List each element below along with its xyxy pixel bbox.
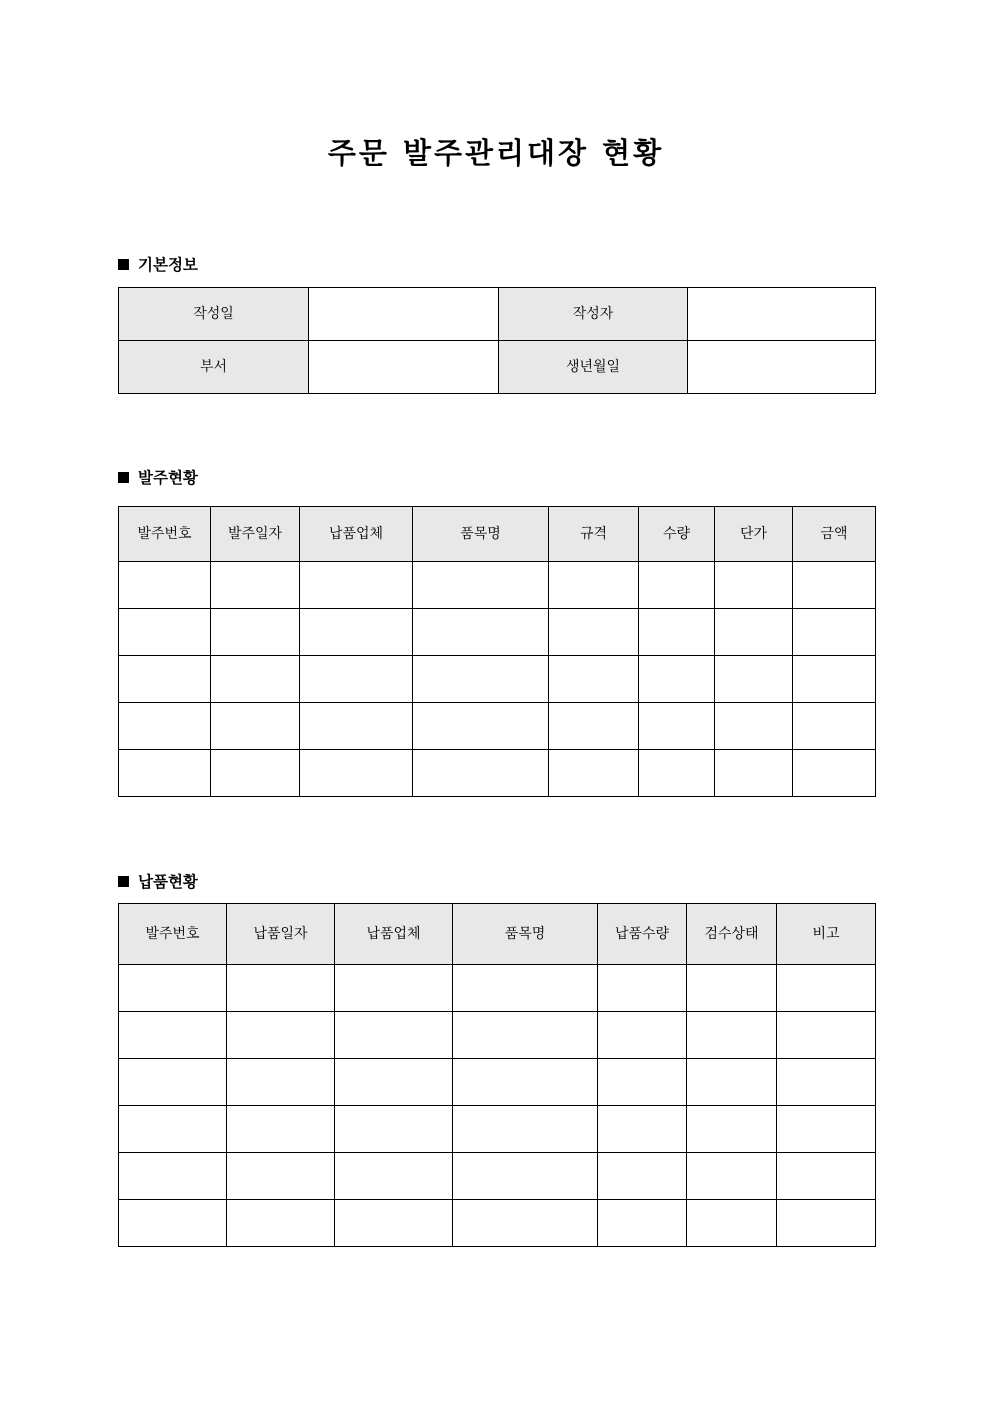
delivery-cell[interactable] <box>453 965 598 1012</box>
section-heading-delivery-status-label: 납품현황 <box>138 873 198 891</box>
basic-value-created-date[interactable] <box>309 288 499 341</box>
order-cell[interactable] <box>119 562 211 609</box>
table-row <box>119 1153 876 1200</box>
basic-label-created-date: 작성일 <box>119 288 309 341</box>
order-cell[interactable] <box>211 656 300 703</box>
delivery-cell[interactable] <box>598 1059 687 1106</box>
delivery-cell[interactable] <box>119 1153 227 1200</box>
order-cell[interactable] <box>793 656 876 703</box>
delivery-cell[interactable] <box>119 965 227 1012</box>
table-row <box>119 609 876 656</box>
delivery-cell[interactable] <box>453 1059 598 1106</box>
order-cell[interactable] <box>119 703 211 750</box>
delivery-col-inspection: 검수상태 <box>687 904 777 965</box>
order-cell[interactable] <box>413 656 549 703</box>
basic-label-department: 부서 <box>119 341 309 394</box>
order-cell[interactable] <box>549 656 639 703</box>
delivery-cell[interactable] <box>227 1059 335 1106</box>
delivery-cell[interactable] <box>598 1012 687 1059</box>
square-bullet-icon <box>118 259 129 270</box>
table-row <box>119 1012 876 1059</box>
delivery-cell[interactable] <box>335 1200 453 1247</box>
table-header-row <box>119 507 876 562</box>
delivery-status-table <box>118 903 876 1247</box>
order-cell[interactable] <box>211 750 300 797</box>
order-cell[interactable] <box>715 703 793 750</box>
table-row <box>119 703 876 750</box>
delivery-cell[interactable] <box>119 1200 227 1247</box>
order-cell[interactable] <box>211 609 300 656</box>
order-cell[interactable] <box>793 609 876 656</box>
delivery-cell[interactable] <box>453 1153 598 1200</box>
table-row <box>119 1059 876 1106</box>
table-row <box>119 1200 876 1247</box>
delivery-cell[interactable] <box>453 1106 598 1153</box>
order-cell[interactable] <box>300 562 413 609</box>
delivery-cell[interactable] <box>119 1106 227 1153</box>
order-cell[interactable] <box>715 750 793 797</box>
order-cell[interactable] <box>715 609 793 656</box>
delivery-cell[interactable] <box>687 1153 777 1200</box>
delivery-cell[interactable] <box>687 1200 777 1247</box>
order-cell[interactable] <box>300 703 413 750</box>
delivery-cell[interactable] <box>335 1153 453 1200</box>
order-cell[interactable] <box>715 656 793 703</box>
order-col-item-name: 품목명 <box>413 507 549 562</box>
delivery-cell[interactable] <box>687 1012 777 1059</box>
order-col-quantity: 수량 <box>639 507 715 562</box>
table-row <box>119 1106 876 1153</box>
table-row <box>119 288 876 341</box>
order-col-supplier: 납품업체 <box>300 507 413 562</box>
order-cell[interactable] <box>211 703 300 750</box>
table-row <box>119 562 876 609</box>
section-heading-basic-info <box>118 253 198 275</box>
order-col-amount: 금액 <box>793 507 876 562</box>
delivery-cell[interactable] <box>777 1153 876 1200</box>
delivery-cell[interactable] <box>598 1153 687 1200</box>
delivery-cell[interactable] <box>777 1012 876 1059</box>
delivery-col-delivery-qty: 납품수량 <box>598 904 687 965</box>
order-status-table <box>118 506 876 797</box>
order-cell[interactable] <box>549 609 639 656</box>
delivery-cell[interactable] <box>453 1200 598 1247</box>
delivery-col-order-no: 발주번호 <box>119 904 227 965</box>
order-cell[interactable] <box>549 562 639 609</box>
table-row <box>119 965 876 1012</box>
order-cell[interactable] <box>639 656 715 703</box>
order-cell[interactable] <box>549 750 639 797</box>
delivery-cell[interactable] <box>227 1200 335 1247</box>
delivery-col-supplier: 납품업체 <box>335 904 453 965</box>
delivery-cell[interactable] <box>598 1200 687 1247</box>
order-cell[interactable] <box>639 750 715 797</box>
delivery-cell[interactable] <box>598 1106 687 1153</box>
order-col-order-date: 발주일자 <box>211 507 300 562</box>
delivery-cell[interactable] <box>777 1200 876 1247</box>
delivery-cell[interactable] <box>335 1059 453 1106</box>
table-row <box>119 341 876 394</box>
delivery-cell[interactable] <box>777 965 876 1012</box>
delivery-cell[interactable] <box>777 1106 876 1153</box>
order-cell[interactable] <box>639 609 715 656</box>
order-cell[interactable] <box>413 703 549 750</box>
delivery-cell[interactable] <box>687 965 777 1012</box>
order-col-order-no: 발주번호 <box>119 507 211 562</box>
delivery-cell[interactable] <box>119 1059 227 1106</box>
order-cell[interactable] <box>413 750 549 797</box>
section-heading-basic-info-label: 기본정보 <box>138 256 198 274</box>
order-col-spec: 규격 <box>549 507 639 562</box>
order-cell[interactable] <box>119 609 211 656</box>
table-header-row <box>119 904 876 965</box>
order-cell[interactable] <box>639 703 715 750</box>
order-cell[interactable] <box>793 750 876 797</box>
order-cell[interactable] <box>639 562 715 609</box>
square-bullet-icon <box>118 876 129 887</box>
order-cell[interactable] <box>793 703 876 750</box>
order-cell[interactable] <box>413 562 549 609</box>
order-col-unit-price: 단가 <box>715 507 793 562</box>
basic-value-author[interactable] <box>688 288 876 341</box>
square-bullet-icon <box>118 472 129 483</box>
delivery-col-remarks: 비고 <box>777 904 876 965</box>
delivery-cell[interactable] <box>227 1106 335 1153</box>
order-cell[interactable] <box>119 750 211 797</box>
table-row <box>119 750 876 797</box>
section-heading-order-status <box>118 466 198 488</box>
order-cell[interactable] <box>549 703 639 750</box>
order-cell[interactable] <box>413 609 549 656</box>
delivery-col-item-name: 품목명 <box>453 904 598 965</box>
order-cell[interactable] <box>300 609 413 656</box>
order-cell[interactable] <box>119 656 211 703</box>
delivery-cell[interactable] <box>335 965 453 1012</box>
order-cell[interactable] <box>715 562 793 609</box>
delivery-cell[interactable] <box>687 1059 777 1106</box>
table-row <box>119 656 876 703</box>
basic-info-table <box>118 287 876 394</box>
page-title: 주문 발주관리대장 현황 <box>327 136 665 170</box>
order-cell[interactable] <box>211 562 300 609</box>
order-cell[interactable] <box>300 656 413 703</box>
delivery-cell[interactable] <box>777 1059 876 1106</box>
delivery-cell[interactable] <box>453 1012 598 1059</box>
delivery-cell[interactable] <box>227 1153 335 1200</box>
delivery-cell[interactable] <box>335 1106 453 1153</box>
delivery-cell[interactable] <box>335 1012 453 1059</box>
delivery-cell[interactable] <box>227 965 335 1012</box>
basic-value-department[interactable] <box>309 341 499 394</box>
basic-value-birthdate[interactable] <box>688 341 876 394</box>
order-cell[interactable] <box>300 750 413 797</box>
basic-label-birthdate: 생년월일 <box>499 341 688 394</box>
delivery-cell[interactable] <box>119 1012 227 1059</box>
delivery-cell[interactable] <box>598 965 687 1012</box>
delivery-col-delivery-date: 납품일자 <box>227 904 335 965</box>
section-heading-order-status-label: 발주현황 <box>138 469 198 487</box>
order-cell[interactable] <box>793 562 876 609</box>
delivery-cell[interactable] <box>687 1106 777 1153</box>
basic-label-author: 작성자 <box>499 288 688 341</box>
delivery-cell[interactable] <box>227 1012 335 1059</box>
section-heading-delivery-status <box>118 870 198 892</box>
